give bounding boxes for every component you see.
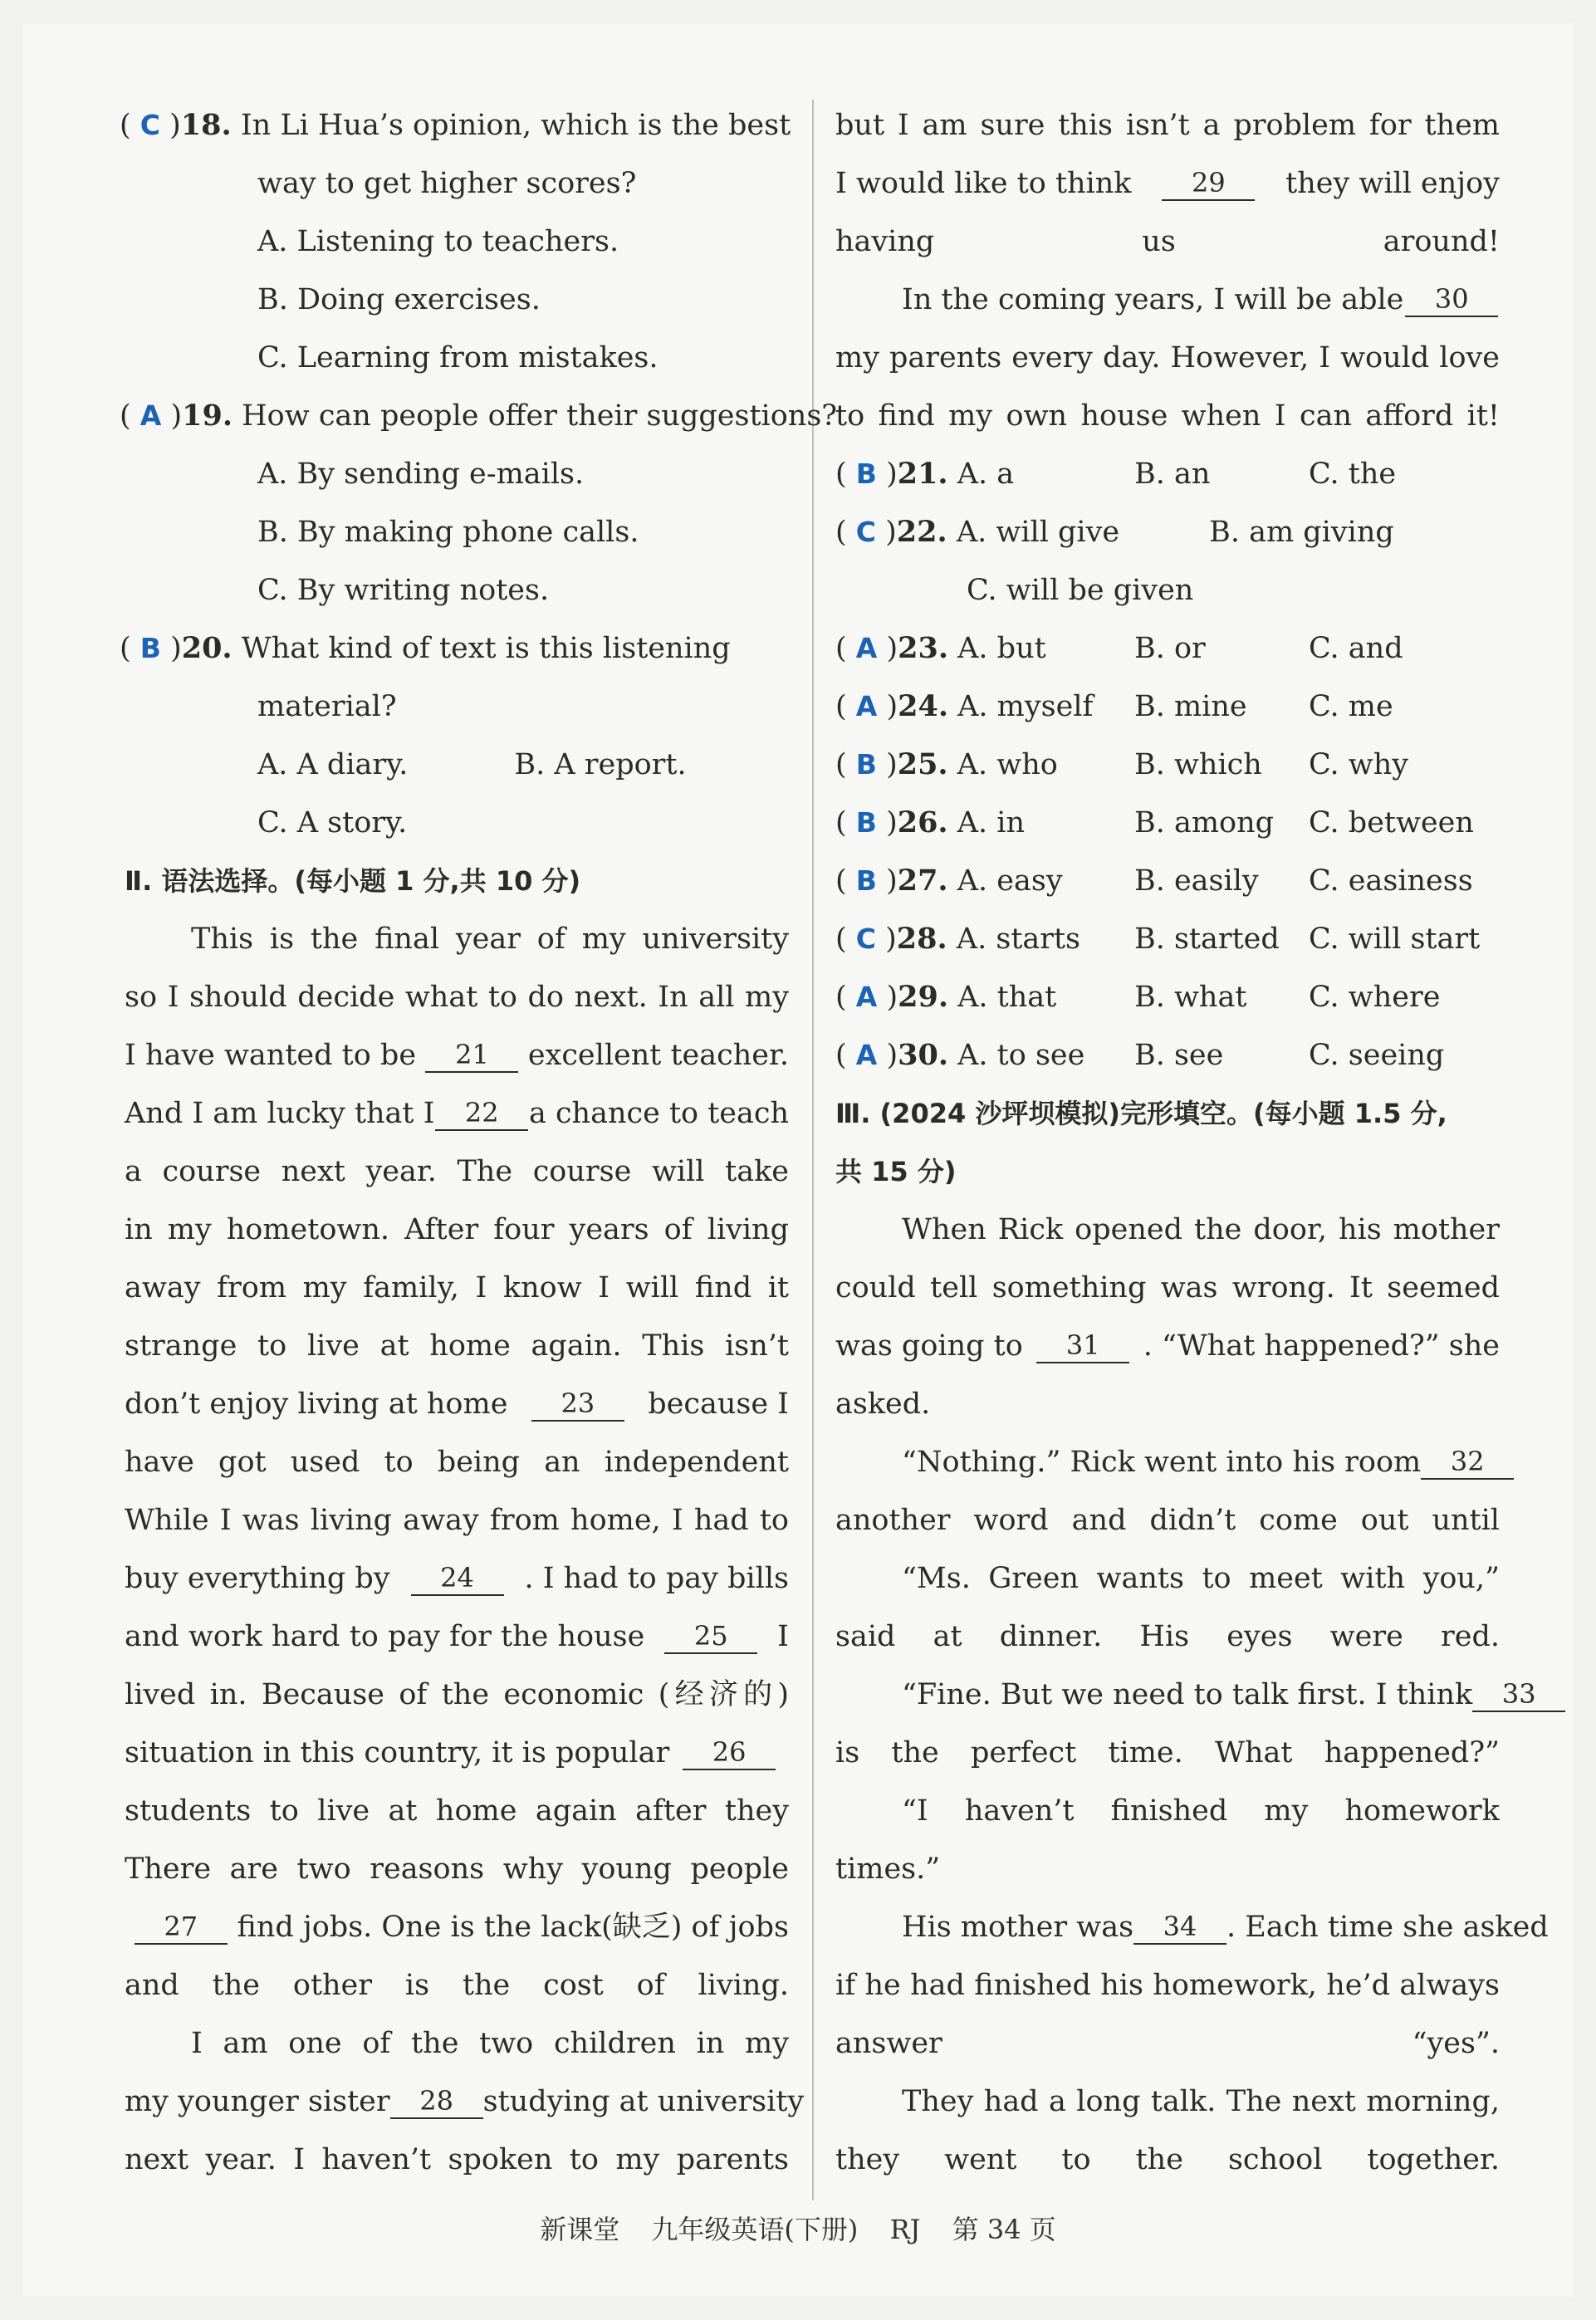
- question-18: ( C )18. In Li Hua’s opinion, which is the best: [120, 108, 791, 142]
- blank-31: 31: [1036, 1329, 1129, 1363]
- passage-line: a course next year. The course will take: [125, 1155, 789, 1188]
- answer-25: B: [855, 748, 877, 781]
- answer-20: B: [140, 632, 161, 664]
- passage-line: And I am lucky that I 22 a chance to teach: [125, 1097, 789, 1130]
- answer-24: A: [855, 690, 878, 722]
- right-column: [835, 96, 1549, 2189]
- option-19c: C. By writing notes.: [257, 574, 550, 607]
- blank-34: 34: [1133, 1910, 1226, 1945]
- option-row: ( A )24. A. myself B. mine C. me: [835, 689, 1393, 723]
- passage-line: could tell something was wrong. It seemed: [835, 1271, 1500, 1304]
- option-18b: B. Doing exercises.: [257, 283, 541, 316]
- passage-line: if he had finished his homework, he’d always: [835, 1969, 1500, 2002]
- cloze-passage: [835, 1201, 1549, 2189]
- option-row: ( B )26. A. in B. among C. between: [835, 805, 1474, 839]
- answer-19: A: [140, 399, 162, 432]
- passage-line: they went to the school together.: [835, 2143, 1500, 2176]
- options-20ab: A. A diary. B. A report.: [257, 748, 687, 781]
- question-19: ( A )19. How can people offer their suggestions?: [120, 399, 838, 433]
- option-row: ( C )28. A. starts B. started C. will start: [835, 922, 1481, 956]
- blank-24: 24: [411, 1561, 504, 1596]
- page-footer: [0, 2209, 1596, 2247]
- blank-32: 32: [1421, 1445, 1514, 1480]
- passage-line: I would like to think 29 they will enjoy: [835, 167, 1500, 200]
- option-20c: C. A story.: [257, 806, 408, 839]
- passage-line: was going to 31 . “What happened?” she: [835, 1329, 1500, 1363]
- option-row: ( B )27. A. easy B. easily C. easiness: [835, 864, 1473, 898]
- passage-line: “Nothing.” Rick went into his room 32: [835, 1433, 1500, 1491]
- passage-line: answer “yes”.: [835, 2027, 1500, 2060]
- blank-29: 29: [1162, 166, 1255, 201]
- question-20: ( B )20. What kind of text is this listening: [120, 631, 731, 665]
- passage-line: There are two reasons why young people: [125, 1853, 789, 1886]
- passage-line: “I haven’t finished my homework: [902, 1794, 1500, 1828]
- passage-line: When Rick opened the door, his mother: [902, 1213, 1500, 1246]
- passage-line: to find my own house when I can afford it!: [835, 399, 1500, 433]
- passage-line: my younger sister 28 studying at university: [125, 2085, 805, 2118]
- passage-line: next year. I haven’t spoken to my parents: [125, 2143, 789, 2176]
- passage-line: While I was living away from home, I had to: [125, 1504, 789, 1537]
- passage-line: strange to live at home again. This isn’t: [125, 1329, 789, 1363]
- answer-30: A: [855, 1039, 878, 1071]
- passage-line: is the perfect time. What happened?”: [835, 1736, 1500, 1769]
- answer-23: A: [855, 632, 878, 664]
- option-18c: C. Learning from mistakes.: [257, 341, 658, 374]
- footer-edition: RJ: [889, 2214, 921, 2245]
- answer-27: B: [855, 864, 877, 897]
- question-20-stem: material?: [257, 690, 397, 723]
- blank-30: 30: [1405, 282, 1498, 317]
- passage-line: don’t enjoy living at home 23 because I: [125, 1388, 789, 1421]
- passage-line: lived in. Because of the economic (经济的): [125, 1678, 789, 1711]
- footer-course: 九年级英语(下册): [651, 2214, 859, 2245]
- option-row-cont: C. will be given: [967, 574, 1194, 607]
- passage-line: This is the final year of my university: [191, 923, 789, 956]
- passage-line: They had a long talk. The next morning,: [902, 2085, 1500, 2118]
- passage-line: in my hometown. After four years of living: [125, 1213, 789, 1246]
- passage-line: said at dinner. His eyes were red.: [835, 1620, 1500, 1653]
- option-row: ( A )30. A. to see B. see C. seeing: [835, 1038, 1445, 1072]
- answer-29: A: [855, 981, 878, 1013]
- question-18-stem: way to get higher scores?: [257, 167, 637, 200]
- cloze-header: Ⅲ. (2024 沙坪坝模拟)完形填空。(每小题 1.5 分,: [835, 1098, 1447, 1129]
- answer-26: B: [855, 806, 877, 839]
- blank-28: 28: [390, 2084, 483, 2119]
- left-column: [120, 96, 838, 2189]
- passage-line: another word and didn’t come out until: [835, 1504, 1500, 1537]
- answer-21: B: [855, 458, 877, 490]
- answer-18: C: [140, 109, 160, 141]
- option-row: ( C )22. A. will give B. am giving: [835, 515, 1394, 549]
- option-19a: A. By sending e-mails.: [257, 458, 585, 491]
- passage-line: and the other is the cost of living.: [125, 1969, 789, 2002]
- blank-22: 22: [435, 1096, 528, 1131]
- answer-22: C: [855, 516, 876, 548]
- passage-line: and work hard to pay for the house 25 I: [125, 1620, 789, 1653]
- option-row: ( A )29. A. that B. what C. where: [835, 980, 1441, 1014]
- blank-33: 33: [1472, 1677, 1565, 1712]
- option-18a: A. Listening to teachers.: [257, 225, 619, 258]
- passage-line: times.”: [835, 1853, 941, 1886]
- passage-line: 27 find jobs. One is the lack(缺乏) of jobs: [125, 1898, 789, 1956]
- grammar-header: Ⅱ. 语法选择。(每小题 1 分,共 10 分): [125, 865, 581, 897]
- passage-line: I have wanted to be 21 excellent teacher.: [125, 1039, 789, 1072]
- passage-line: situation in this country, it is popular 26: [125, 1724, 789, 1782]
- passage-line: His mother was 34 . Each time she asked: [902, 1911, 1549, 1944]
- passage-line: buy everything by 24 . I had to pay bills: [125, 1562, 789, 1595]
- blank-23: 23: [531, 1387, 624, 1422]
- passage-line: my parents every day. However, I would love: [835, 341, 1500, 374]
- option-row: ( B )21. A. a B. an C. the: [835, 457, 1397, 491]
- cloze-header-cont: 共 15 分): [835, 1156, 957, 1187]
- passage-line: asked.: [835, 1388, 931, 1421]
- passage-line: I am one of the two children in my: [191, 2027, 789, 2060]
- blank-25: 25: [664, 1619, 757, 1654]
- passage-line: so I should decide what to do next. In all my: [125, 981, 789, 1014]
- blank-26: 26: [683, 1735, 776, 1770]
- blank-27: 27: [135, 1910, 228, 1945]
- passage-line: having us around!: [835, 225, 1500, 258]
- option-19b: B. By making phone calls.: [257, 516, 639, 549]
- footer-page: 第 34 页: [952, 2214, 1056, 2245]
- blank-21: 21: [425, 1038, 518, 1073]
- passage-line: have got used to being an independent: [125, 1446, 789, 1479]
- option-row: ( A )23. A. but B. or C. and: [835, 631, 1403, 665]
- passage-line: In the coming years, I will be able 30: [835, 271, 1500, 329]
- passage-line: away from my family, I know I will find it: [125, 1271, 789, 1304]
- grammar-passage-cont: [835, 96, 1500, 445]
- passage-line: “Ms. Green wants to meet with you,”: [902, 1562, 1500, 1595]
- grammar-options: [835, 445, 1500, 1084]
- passage-line: students to live at home again after they: [125, 1794, 789, 1828]
- footer-book: 新课堂: [540, 2214, 620, 2245]
- answer-28: C: [855, 923, 876, 955]
- passage-line: but I am sure this isn’t a problem for them: [835, 109, 1500, 142]
- option-row: ( B )25. A. who B. which C. why: [835, 747, 1409, 781]
- passage-line: “Fine. But we need to talk first. I think 33: [835, 1666, 1500, 1724]
- grammar-passage: [125, 910, 805, 2189]
